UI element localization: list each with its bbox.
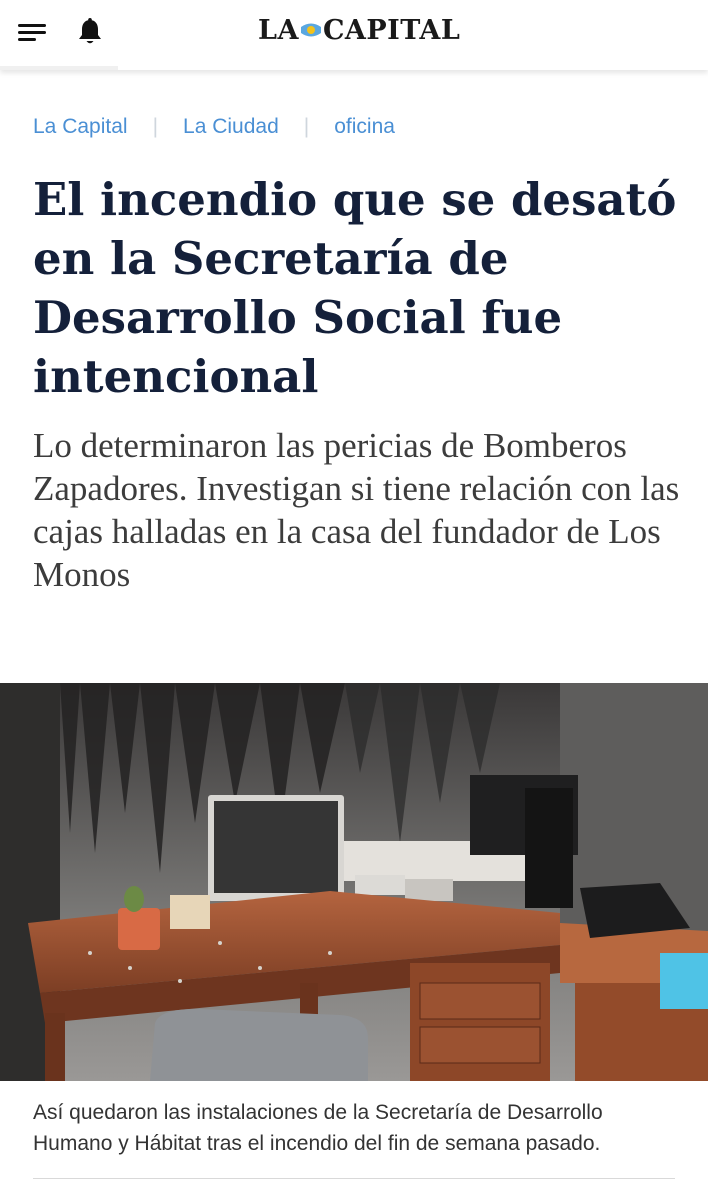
article-subtitle: Lo determinaron las pericias de Bomberos Zapadores. Investigan si tiene relación con las cajas halladas en la casa del fundador de Los Monos xyxy=(33,426,680,594)
bell-icon[interactable] xyxy=(76,17,104,47)
site-logo[interactable] xyxy=(258,15,460,51)
sun-logo-icon xyxy=(300,19,322,41)
breadcrumb-separator: | xyxy=(303,115,310,138)
divider xyxy=(33,1178,675,1179)
breadcrumb xyxy=(33,115,395,139)
active-tab-underline xyxy=(0,66,118,70)
photo-caption: Así quedaron las instalaciones de la Secretaría de Desarrollo Humano y Hábitat tras el incendio del fin de semana pasado. xyxy=(33,1101,603,1155)
breadcrumb-link-la-capital[interactable]: La Capital xyxy=(33,115,128,138)
hamburger-menu-icon[interactable] xyxy=(18,21,48,45)
breadcrumb-link-oficina[interactable]: oficina xyxy=(334,115,395,138)
logo-text-right: CAPITAL xyxy=(322,15,461,46)
logo-text-left: LA xyxy=(258,15,299,46)
top-navigation-bar xyxy=(0,0,708,70)
breadcrumb-link-la-ciudad[interactable]: La Ciudad xyxy=(183,115,279,138)
breadcrumb-separator: | xyxy=(152,115,159,138)
article-headline: El incendio que se desató en la Secretaría de Desarrollo Social fue intencional xyxy=(33,173,677,403)
article-photo[interactable] xyxy=(0,683,708,1081)
